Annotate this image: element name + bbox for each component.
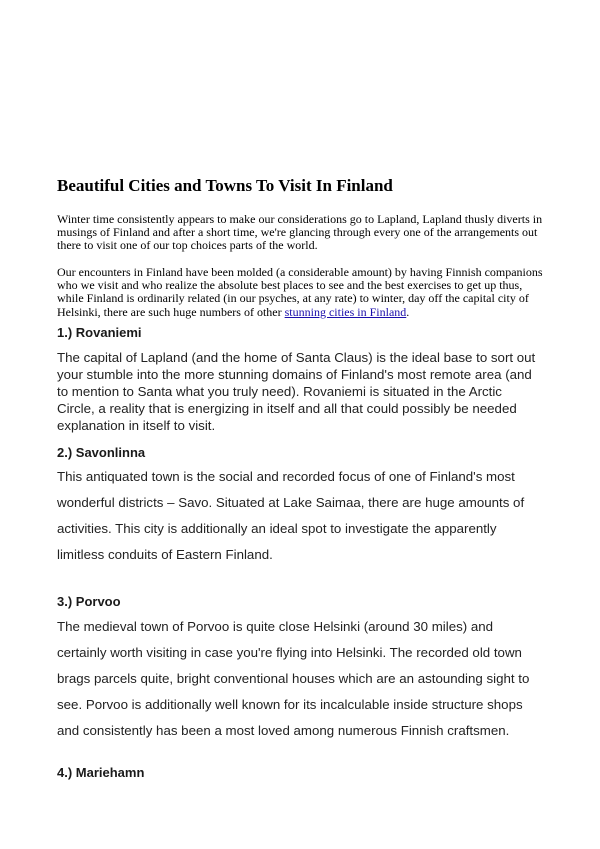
section-text-rovaniemi: The capital of Lapland (and the home of Santa Claus) is the ideal base to sort out your stumble into the more stunning domains of Finland's most remote area (and to mention to Santa what you truly need). Rovaniemi is situated in the Arctic Circle, a reality that is energizing in itself and all that could possibly be needed explanation in itself to visit.: [57, 350, 536, 433]
intro-paragraph-2-end: .: [406, 304, 410, 319]
section-heading-savonlinna: 2.) Savonlinna: [57, 445, 146, 460]
section-heading-mariehamn: 4.) Mariehamn: [57, 765, 145, 780]
intro-paragraph-2: [57, 266, 547, 319]
intro-paragraph-1: Winter time consistently appears to make our considerations go to Lapland, Lapland thusly diverts in musings of Finland and after a short time, we're glancing through every one of the arrangements out there to visit one of our top choices parts of the world.: [57, 212, 543, 253]
section-text-savonlinna: This antiquated town is the social and recorded focus of one of Finland's most wonderful districts – Savo. Situated at Lake Saimaa, there are huge amounts of activities. This city is additionally an ideal spot to investigate the apparently limitless conduits of Eastern Finland.: [57, 469, 525, 562]
stunning-cities-link[interactable]: stunning cities in Finland: [284, 304, 407, 319]
article-title: Beautiful Cities and Towns To Visit In Finland: [57, 176, 393, 195]
section-text-porvoo: The medieval town of Porvoo is quite close Helsinki (around 30 miles) and certainly worth visiting in case you're flying into Helsinki. The recorded old town brags parcels quite, bright conventional houses which are an astounding sight to see. Porvoo is additionally well known for its incalculable inside structure shops and consistently has been a most loved among numerous Finnish craftsmen.: [57, 619, 530, 738]
intro-paragraph-2-text: Our encounters in Finland have been molded (a considerable amount) by having Finnish companions who we visit and who realize the absolute best places to see and the best exercises to get up thus, while Finland is ordinarily related (in our psyches, at any rate) to winter, day off the capital city of Helsinki, there are such huge numbers of other: [57, 265, 543, 319]
section-heading-porvoo: 3.) Porvoo: [57, 594, 121, 609]
section-heading-rovaniemi: 1.) Rovaniemi: [57, 325, 142, 340]
